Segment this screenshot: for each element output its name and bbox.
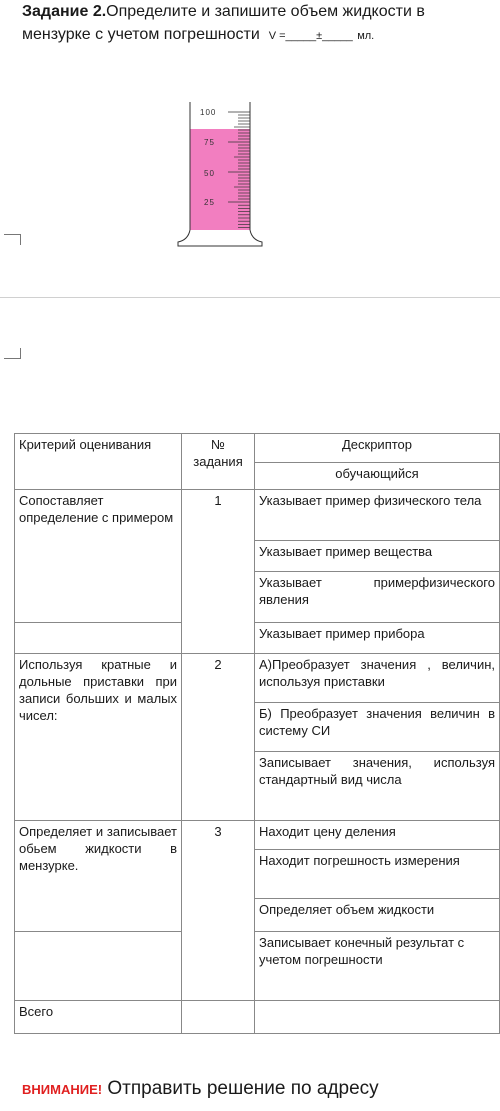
task-text: Определите и запишите объем жидкости в мензурке с учетом погрешности	[22, 3, 425, 43]
table-total-row	[15, 1001, 500, 1034]
criterion-cell: Сопоставляет определение с примером	[15, 490, 182, 623]
divider-line	[0, 297, 500, 298]
empty-cell	[15, 932, 182, 1001]
descriptor-cell: Записывает конечный результат с учетом погрешности	[255, 932, 500, 1001]
empty-cell	[15, 623, 182, 654]
task-no-cell: 1	[182, 490, 255, 654]
answer-formula: V =_____±_____	[268, 30, 353, 42]
table-header-row	[15, 434, 500, 463]
criterion-cell: Определяет и записывает обьем жидкости в мензурке.	[15, 821, 182, 932]
descriptor-cell: А)Преобразует значения , величин, используя приставки	[255, 654, 500, 703]
descriptor-cell: Указывает пример прибора	[255, 623, 500, 654]
task-no-cell: 2	[182, 654, 255, 821]
descriptor-cell: Указывает пример физического тела	[255, 490, 500, 541]
table-row	[15, 623, 500, 654]
criterion-cell: Используя кратные и дольные приставки при записи больших и малых чисел:	[15, 654, 182, 821]
table-row	[15, 654, 500, 703]
table-row	[15, 821, 500, 850]
scale-label-100: 100	[200, 108, 217, 117]
descriptor-cell: Определяет объем жидкости	[255, 899, 500, 932]
crop-mark-bottom	[4, 348, 21, 359]
task-label: Задание 2.	[22, 3, 107, 20]
scale-label-50: 50	[204, 169, 215, 178]
scale-label-25: 25	[204, 198, 215, 207]
task-no-cell: 3	[182, 821, 255, 1001]
crop-mark-top	[4, 234, 21, 245]
warning-line	[22, 1078, 379, 1100]
task-statement	[22, 0, 492, 48]
total-cell: Всего	[15, 1001, 182, 1034]
header-criterion: Критерий оценивания	[15, 434, 182, 490]
descriptor-cell: Б) Преобразует значения величин в систему СИ	[255, 703, 500, 752]
header-descriptor: Дескриптор	[255, 434, 500, 463]
table-row	[15, 932, 500, 1001]
descriptor-cell: Указывает пример вещества	[255, 541, 500, 572]
descriptor-cell: Записывает значения, используя стандартный вид числа	[255, 752, 500, 821]
empty-cell	[255, 1001, 500, 1034]
empty-cell	[182, 1001, 255, 1034]
descriptor-cell: Находит погрешность измерения	[255, 850, 500, 899]
descriptor-cell: Находит цену деления	[255, 821, 500, 850]
warning-label: ВНИМАНИЕ!	[22, 1082, 103, 1097]
header-descriptor-sub: обучающийся	[255, 463, 500, 490]
answer-unit: мл.	[357, 30, 375, 42]
measuring-cylinder-image	[170, 90, 270, 250]
warning-text: Отправить решение по адресу	[102, 1078, 379, 1099]
header-task-no: № задания	[182, 434, 255, 490]
table-row	[15, 490, 500, 541]
descriptor-cell: Указывает примерфизического явления	[255, 572, 500, 623]
assessment-criteria-table	[14, 433, 500, 1034]
scale-label-75: 75	[204, 138, 215, 147]
